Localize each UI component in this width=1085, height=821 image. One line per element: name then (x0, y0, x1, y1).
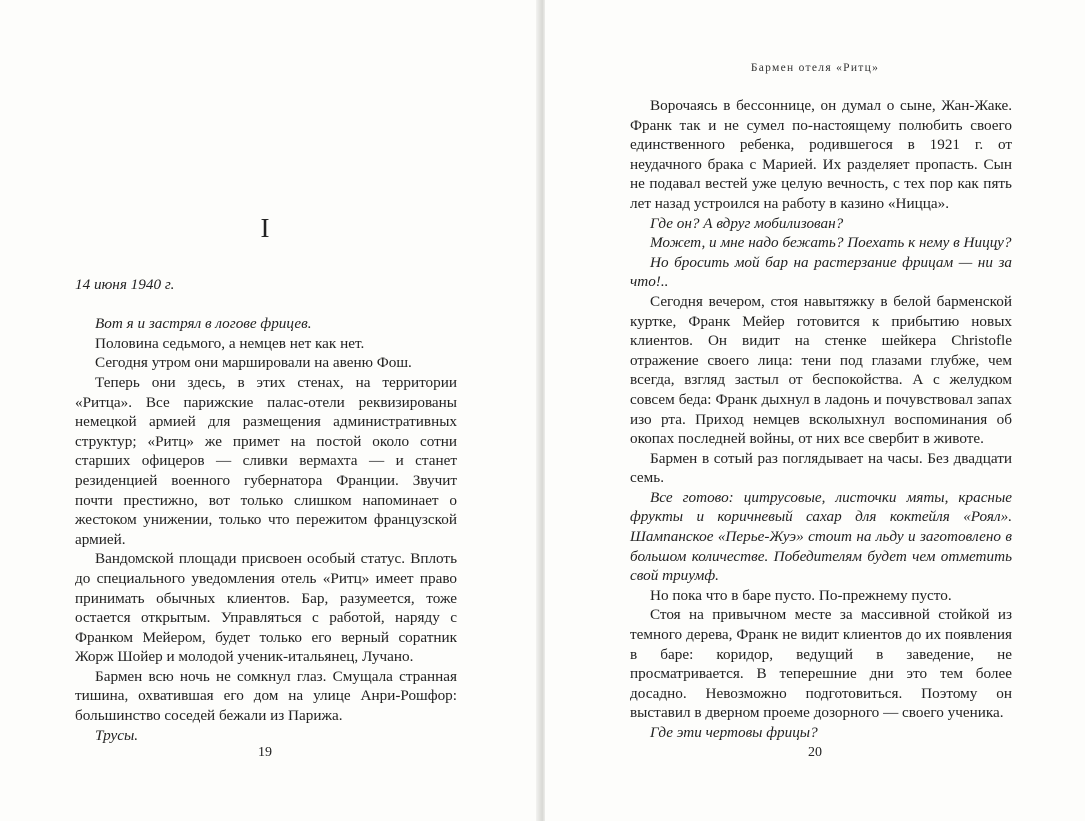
paragraph: Сегодня вечером, стоя навытяжку в белой барменской куртке, Франк Мейер готовится к прибытию новых клиентов. Он видит на стенке шейкера Christofle отражение своего лица: тени под глазами глубже, чем всегда, взгляд застыл от беспокойства. А с желудком совсем беда: Франк дыхнул в ладонь и почувствовал запах изо рта. Приход немцев всколыхнул воспоминания об окопах последней войны, от них все свербит в животе. (630, 292, 1012, 448)
paragraph: Но пока что в баре пусто. По-прежнему пусто. (650, 586, 952, 604)
paragraph: Половина седьмого, а немцев нет как нет. (95, 334, 365, 352)
right-page-text (630, 96, 1012, 743)
paragraph: Трусы. (95, 726, 139, 744)
paragraph: Вандомской площади присвоен особый статус. Вплоть до специального уведомления отель «Ритц» имеет право принимать обычных клиентов. Бар, разумеется, тоже остается открытым. Управляться с работой, наряду с Франком Мейером, будет только его верный соратник Жорж Шойер и молодой ученик-итальянец, Лучано. (75, 550, 457, 666)
left-page-text (75, 275, 457, 745)
paragraph: Сегодня утром они маршировали на авеню Фош. (95, 354, 412, 372)
chapter-number: I (260, 213, 270, 243)
paragraph: Все готово: цитрусовые, листочки мяты, красные фрукты и коричневый сахар для коктейля «Роял». Шампанское «Перье-Жуэ» стоит на льду и заготовлено в большом количестве. Победителям будет чем отметить свой триумф. (630, 488, 1012, 585)
page-number-right: 20 (808, 745, 822, 760)
paragraph: Где эти чертовы фрицы? (650, 724, 818, 741)
paragraph: Теперь они здесь, в этих стенах, на территории «Ритца». Все парижские палас-отели реквизированы немецкой армией для размещения административных структур; «Ритц» же примет на постой около сотни старших офицеров — сливки вермахта — и станет резиденцией военного губернатора Франции. Звучит почти престижно, вот только слишком напоминает о жестоком унижении, только что пережитом французской армией. (75, 373, 457, 548)
paragraph: Может, и мне надо бежать? Поехать к нему в Ниццу? (650, 234, 1012, 252)
left-page (0, 0, 540, 821)
paragraph: Стоя на привычном месте за массивной стойкой из темного дерева, Франк не видит клиентов до их появления в баре: коридор, ведущий в заведение, не просматривается. В теперешние дни это тем более досадно. Невозможно подготовиться. Поэтому он выставил в дверном проеме дозорного — своего ученика. (630, 606, 1012, 722)
paragraph (75, 295, 457, 315)
running-head: Бармен отеля «Ритц» (750, 62, 880, 74)
page-number-left: 19 (258, 745, 272, 760)
paragraph: Бармен в сотый раз поглядывает на часы. Без двадцати семь. (630, 449, 1012, 487)
paragraph: Бармен всю ночь не сомкнул глаз. Смущала странная тишина, охватившая его дом на улице Анри-Рошфор: большинство соседей бежали из Парижа. (75, 667, 457, 725)
right-page (545, 0, 1085, 821)
paragraph: Но бросить мой бар на растерзание фрицам — ни за что!.. (630, 253, 1012, 291)
paragraph: Вот я и застрял в логове фрицев. (95, 315, 312, 333)
paragraph: 14 июня 1940 г. (75, 276, 175, 293)
paragraph: Где он? А вдруг мобилизован? (650, 214, 844, 232)
paragraph: Ворочаясь в бессоннице, он думал о сыне, Жан-Жаке. Франк так и не сумел по-настоящему полюбить своего единственного ребенка, родившегося в 1921 г. от неудачного брака с Марией. Их разделяет пропасть. Сын не подавал вестей уже целую вечность, с тех пор как пять лет назад устроился на работу в казино «Ницца». (630, 97, 1012, 212)
